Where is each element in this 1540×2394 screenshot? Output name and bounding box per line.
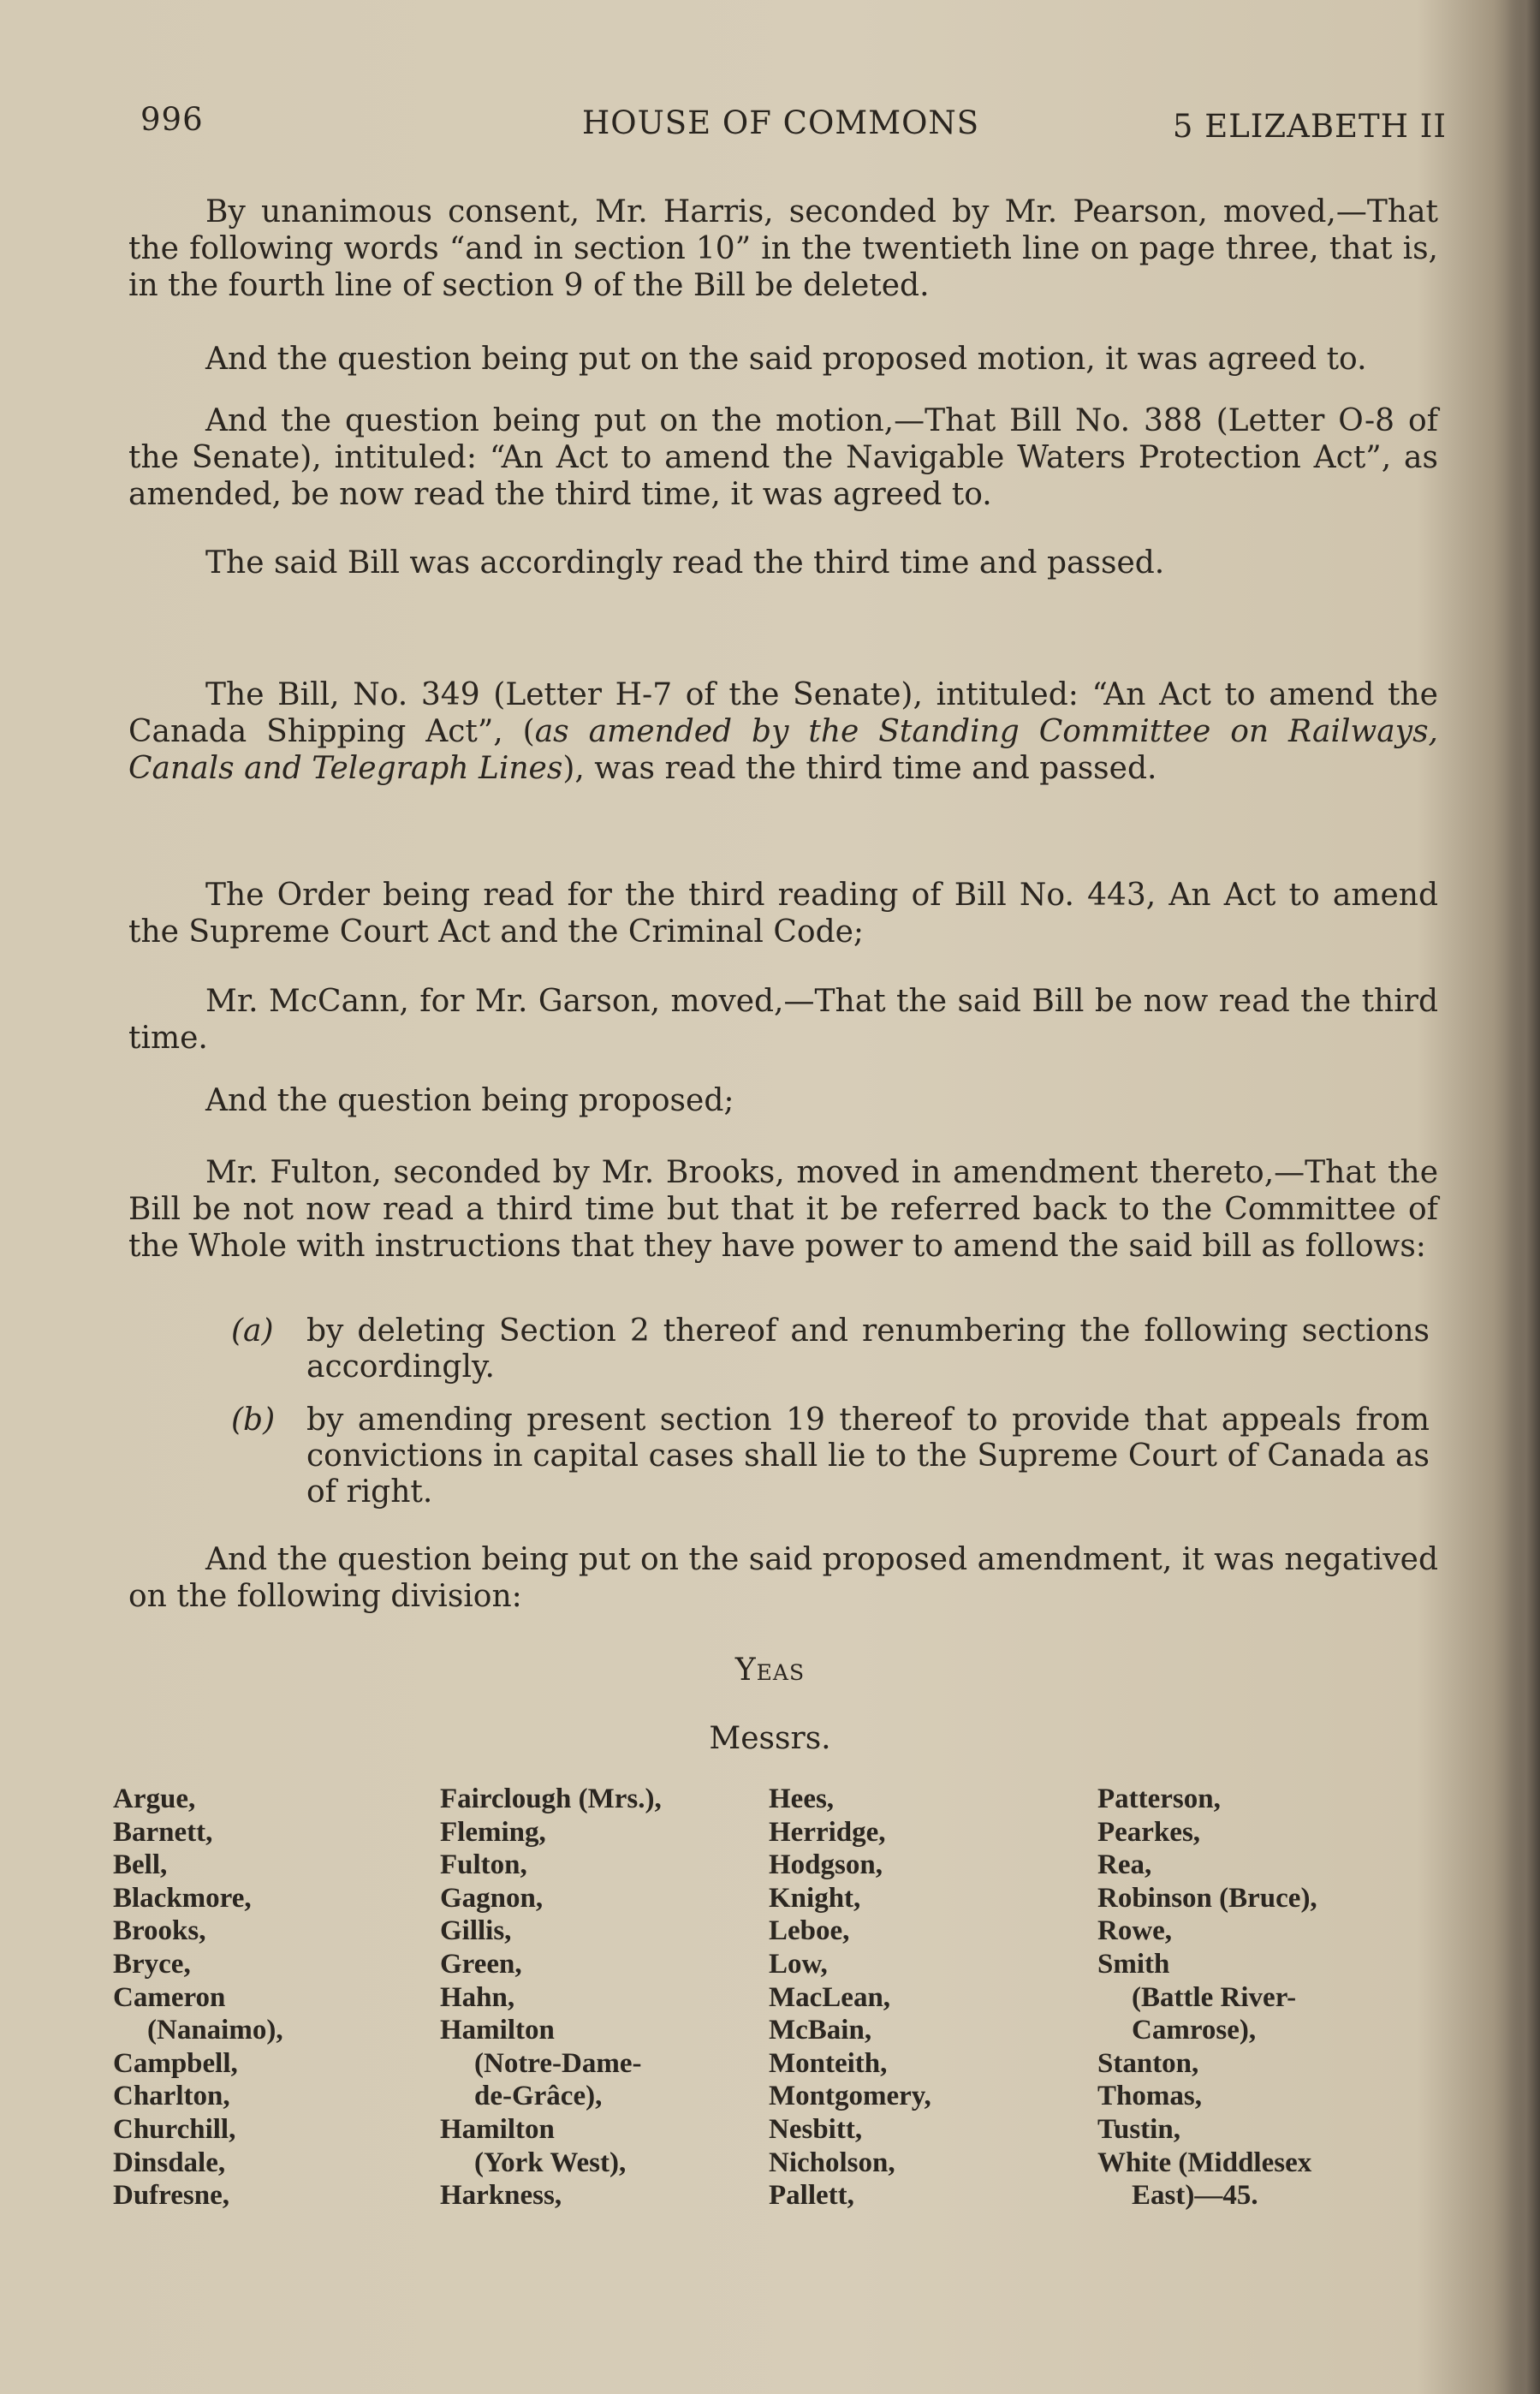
member-name: Knight, (769, 1882, 861, 1914)
member-name: Nesbitt, (769, 2113, 863, 2145)
amendment-item-b (231, 1402, 1430, 1510)
member-name: (York West), (474, 2147, 627, 2178)
member-name: East)—45. (1132, 2180, 1258, 2212)
paragraph-harris-motion: By unanimous consent, Mr. Harris, seconded by Mr. Pearson, moved,—That the following words “and in section 10” in the twentieth line on page three, that is, in the fourth line of section 9 of the Bill be deleted. (128, 194, 1438, 303)
amendment-item-a (231, 1313, 1430, 1385)
member-name: Montgomery, (769, 2081, 931, 2112)
member-name: Harkness, (440, 2180, 562, 2212)
paragraph-agreed: And the question being put on the said proposed motion, it was agreed to. (205, 342, 1367, 377)
bill-349-committee: as amended by the Standing Committee on Railways, Canals and Telegraph Lines (128, 714, 1439, 786)
member-name: Leboe, (769, 1915, 850, 1947)
bill-349-text-b: ), was read the third time and passed. (562, 751, 1157, 786)
member-name: Pearkes, (1097, 1816, 1201, 1848)
member-name: Charlton, (113, 2081, 230, 2112)
member-name: (Notre-Dame- (474, 2047, 642, 2079)
paragraph-bill-388-passed: The said Bill was accordingly read the third time and passed. (205, 545, 1165, 581)
member-name: Dinsdale, (113, 2147, 226, 2178)
member-name: de-Grâce), (474, 2081, 603, 2112)
member-name: Hahn, (440, 1981, 515, 2013)
member-name: Cameron (113, 1981, 226, 2013)
member-name: Hamilton (440, 2015, 555, 2046)
member-name: Hees, (769, 1784, 835, 1814)
paragraph-division: And the question being put on the said proposed amendment, it was negatived on the following division: (128, 1542, 1438, 1614)
yeas-column-3 (769, 1783, 931, 2212)
member-name: Bryce, (113, 1948, 191, 1980)
page-title: HOUSE OF COMMONS (582, 104, 980, 141)
member-name: MacLean, (769, 1981, 891, 2013)
paragraph-bill-388: And the question being put on the motion,—That Bill No. 388 (Letter O-8 of the Senate), intituled: “An Act to amend the Navigable Waters Protection Act”, as amended, be now read the third time, it was agreed to. (128, 403, 1438, 512)
member-name: Green, (440, 1948, 522, 1980)
member-name: Barnett, (113, 1816, 213, 1848)
member-name: Brooks, (113, 1915, 206, 1947)
regnal-year: 5 ELIZABETH II (1172, 108, 1447, 145)
member-name: Gillis, (440, 1915, 512, 1947)
member-name: Nicholson, (769, 2147, 895, 2178)
member-name: Hamilton (440, 2113, 555, 2145)
member-name: Argue, (113, 1784, 196, 1814)
yeas-column-4 (1097, 1783, 1317, 2212)
member-name: Gagnon, (440, 1882, 544, 1914)
yeas-column-2 (440, 1783, 662, 2212)
member-name: Low, (769, 1948, 828, 1980)
member-name: Rea, (1097, 1849, 1152, 1881)
member-name: Fleming, (440, 1816, 546, 1848)
member-name: Blackmore, (113, 1882, 252, 1914)
paragraph-mccann-motion: Mr. McCann, for Mr. Garson, moved,—That the said Bill be now read the third time. (128, 984, 1438, 1056)
member-name: Fulton, (440, 1849, 527, 1881)
member-name: Churchill, (113, 2113, 236, 2145)
item-a-label: (a) (231, 1313, 274, 1349)
paragraph-bill-349 (128, 676, 1438, 787)
member-name: Pallett, (769, 2180, 854, 2212)
member-name: Herridge, (769, 1816, 886, 1848)
member-name: Hodgson, (769, 1849, 883, 1881)
member-name: Campbell, (113, 2047, 238, 2079)
bill-349-text-a: The Bill, No. 349 (Letter H-7 of the Senate), intituled: “An Act to amend the Canada Shipping Act”, ( (128, 677, 1438, 749)
member-name: (Battle River- (1132, 1981, 1297, 2013)
member-name: Robinson (Bruce), (1097, 1882, 1317, 1914)
member-name: Thomas, (1097, 2081, 1202, 2112)
page-header (137, 101, 1447, 152)
page-number: 996 (140, 101, 204, 138)
paragraph-question-proposed: And the question being proposed; (205, 1083, 734, 1118)
member-name: Bell, (113, 1849, 168, 1881)
paragraph-fulton-amendment: Mr. Fulton, seconded by Mr. Brooks, moved in amendment thereto,—That the Bill be not now read a third time but that it be referred back to the Committee of the Whole with instructions that they have power to amend the said bill as follows: (128, 1155, 1438, 1264)
item-b-text: by amending present section 19 thereof to provide that appeals from convictions in capital cases shall lie to the Supreme Court of Canada as of right. (306, 1402, 1430, 1510)
item-a-text: by deleting Section 2 thereof and renumbering the following sections accordingly. (306, 1313, 1430, 1385)
member-name: Tustin, (1097, 2113, 1180, 2145)
member-name: Rowe, (1097, 1915, 1173, 1947)
member-name: Dufresne, (113, 2180, 229, 2212)
paragraph-bill-443-order: The Order being read for the third reading of Bill No. 443, An Act to amend the Supreme Court Act and the Criminal Code; (128, 878, 1438, 950)
member-name: Patterson, (1097, 1784, 1221, 1814)
member-name: Monteith, (769, 2047, 888, 2079)
member-name: Stanton, (1097, 2047, 1199, 2079)
member-name: Camrose), (1132, 2015, 1257, 2046)
member-name: (Nanaimo), (147, 2015, 283, 2046)
member-name: Smith (1097, 1948, 1170, 1980)
yeas-column-1 (113, 1783, 283, 2212)
member-name: McBain, (769, 2015, 872, 2046)
division-salutation: Messrs. (709, 1721, 831, 1756)
book-spine-shadow (1506, 0, 1540, 2394)
member-name: White (Middlesex (1097, 2147, 1312, 2178)
division-heading-yeas: Yeas (734, 1653, 806, 1688)
item-b-label: (b) (231, 1402, 276, 1438)
member-name: Fairclough (Mrs.), (440, 1784, 662, 1814)
